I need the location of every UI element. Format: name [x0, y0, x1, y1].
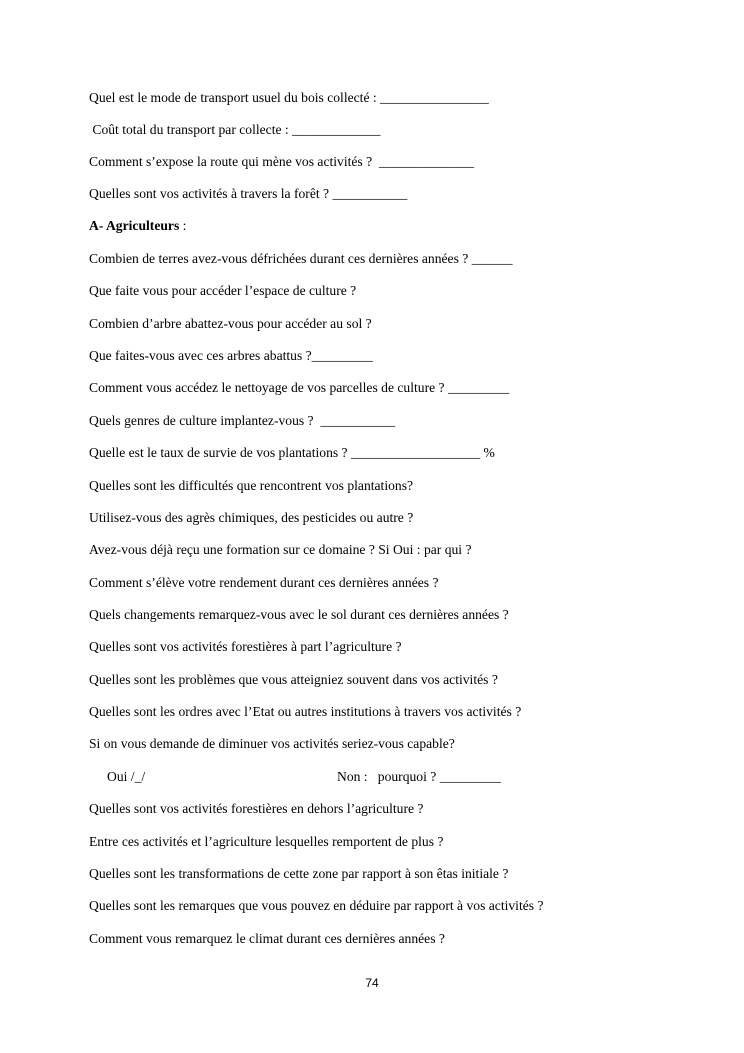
section-heading — [89, 218, 186, 234]
question-soil-changes: Quels changements remarquez-vous avec le sol durant ces dernières années ? — [89, 607, 509, 622]
answer-no-why: Non : pourquoi ? _________ — [337, 769, 501, 784]
question-plantation-difficulties: Quelles sont les difficultés que rencontrent vos plantations? — [89, 478, 414, 493]
page-number: 74 — [365, 976, 379, 990]
answer-yes: Oui /_/ — [107, 769, 146, 784]
question-road-exposure: Comment s’expose la route qui mène vos activités ? ______________ — [89, 154, 475, 169]
question-access-space: Que faite vous pour accéder l’espace de culture ? — [89, 283, 357, 298]
section-title: A- Agriculteurs — [89, 218, 180, 233]
question-trees-felled: Combien d’arbre abattez-vous pour accéder au sol ? — [89, 316, 372, 331]
question-chemicals: Utilisez-vous des agrès chimiques, des pesticides ou autre ? — [89, 510, 414, 525]
question-more-profitable: Entre ces activités et l’agriculture lesquelles remportent de plus ? — [89, 834, 444, 849]
question-transport-mode: Quel est le mode de transport usuel du bois collecté : ________________ — [89, 90, 489, 105]
question-forest-activities: Quelles sont vos activités à travers la forêt ? ___________ — [89, 186, 408, 201]
question-plot-cleaning: Comment vous accédez le nettoyage de vos parcelles de culture ? _________ — [89, 380, 510, 395]
question-other-activities: Quelles sont vos activités forestières à part l’agriculture ? — [89, 639, 402, 654]
question-remarks: Quelles sont les remarques que vous pouvez en déduire par rapport à vos activités ? — [89, 898, 544, 913]
question-felled-use: Que faites-vous avec ces arbres abattus ?_________ — [89, 348, 373, 363]
question-transport-cost: Coût total du transport par collecte : _____________ — [89, 122, 381, 137]
question-survival-rate: Quelle est le taux de survie de vos plantations ? ___________________ % — [89, 445, 495, 460]
question-climate: Comment vous remarquez le climat durant ces dernières années ? — [89, 931, 445, 946]
question-zone-transformations: Quelles sont les transformations de cette zone par rapport à son êtas initiale ? — [89, 866, 509, 881]
question-cleared-land: Combien de terres avez-vous défrichées durant ces dernières années ? ______ — [89, 251, 513, 266]
question-state-relations: Quelles sont les ordres avec l’Etat ou autres institutions à travers vos activités ? — [89, 704, 522, 719]
question-outside-agriculture: Quelles sont vos activités forestières en dehors l’agriculture ? — [89, 801, 424, 816]
question-reduce-activities: Si on vous demande de diminuer vos activités seriez-vous capable? — [89, 736, 455, 751]
question-yield: Comment s’élève votre rendement durant ces dernières années ? — [89, 575, 439, 590]
question-crop-types: Quels genres de culture implantez-vous ? ___________ — [89, 413, 396, 428]
question-problems: Quelles sont les problèmes que vous atteigniez souvent dans vos activités ? — [89, 672, 498, 687]
section-title-suffix: : — [179, 218, 187, 233]
question-training: Avez-vous déjà reçu une formation sur ce domaine ? Si Oui : par qui ? — [89, 542, 472, 557]
